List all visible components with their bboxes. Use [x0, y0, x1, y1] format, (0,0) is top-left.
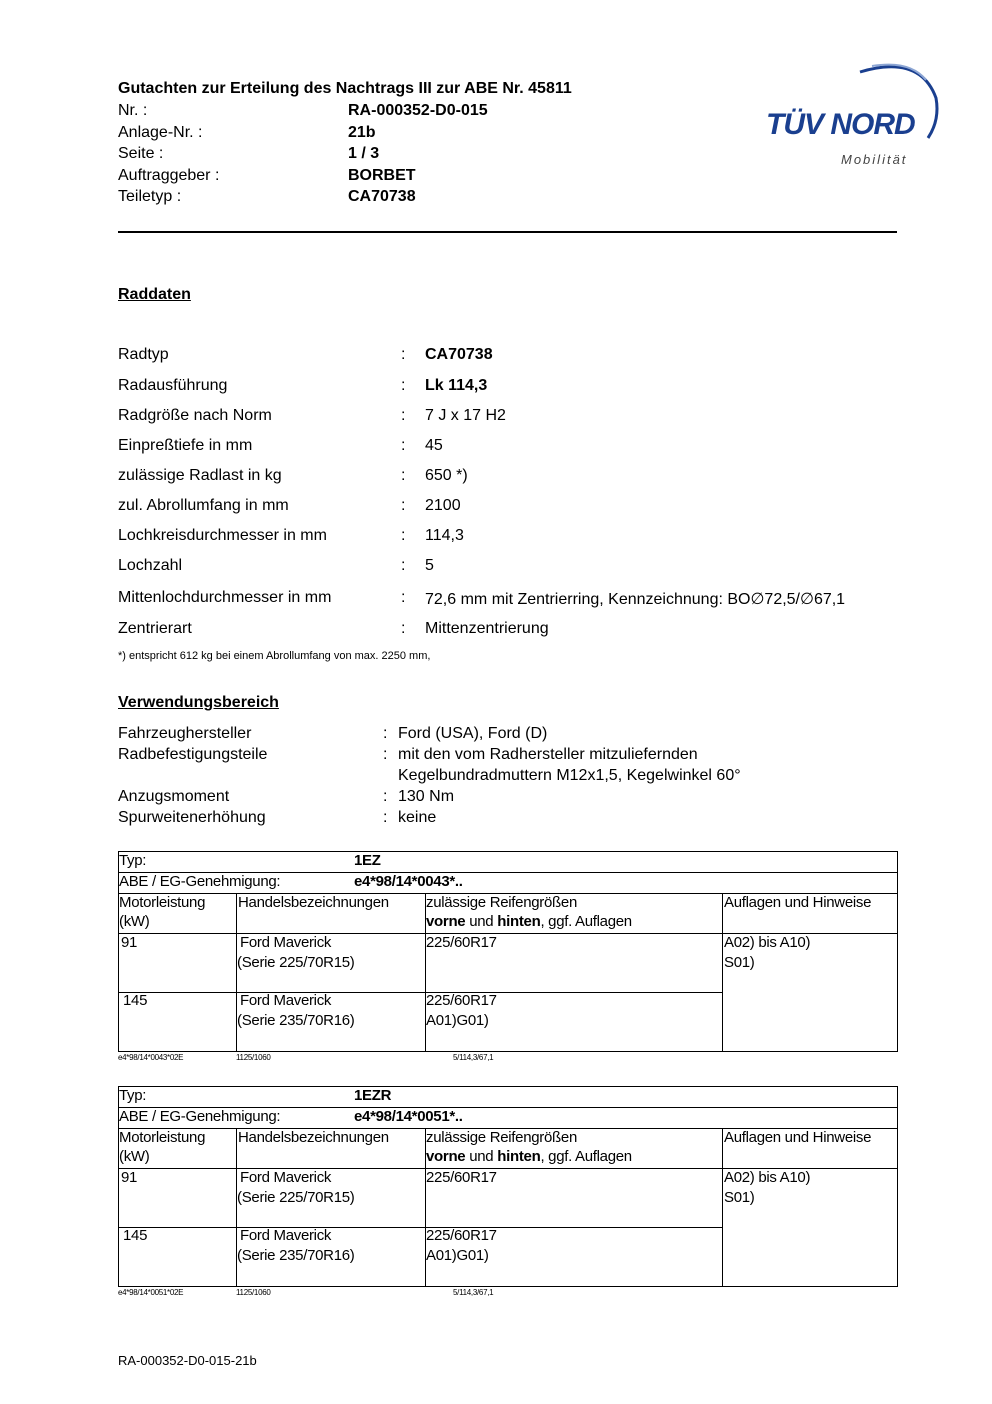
raddaten-value: 7 J x 17 H2 [425, 407, 506, 424]
auflagen-suffix: , ggf. Auflagen [540, 913, 632, 930]
abe-value: e4*98/14*0043*.. [354, 873, 463, 890]
separator: : [401, 467, 406, 484]
auflagen-cell: S01) [724, 1189, 755, 1206]
raddaten-value: 2100 [425, 497, 461, 514]
auflagen-cell: S01) [724, 954, 755, 971]
raddaten-label: Radtyp [118, 346, 169, 363]
table-border [897, 1086, 898, 1286]
table-foot-code: e4*98/14*0043*02E [118, 1053, 184, 1062]
auflagen-cell: A02) bis A10) [724, 1169, 811, 1186]
separator: : [401, 557, 406, 574]
col-header-reifen-sub [426, 913, 632, 930]
page-footer: RA-000352-D0-015-21b [118, 1353, 257, 1368]
kw-cell: 91 [121, 1169, 138, 1186]
separator: : [401, 589, 406, 606]
verwendung-value: keine [398, 809, 437, 826]
raddaten-footnote: *) entspricht 612 kg bei einem Abrollumfang von max. 2250 mm, [118, 650, 431, 662]
raddaten-value: Lk 114,3 [425, 377, 488, 394]
tire-size: 225/60R17 [426, 1227, 497, 1244]
kw-cell: 91 [121, 934, 138, 951]
raddaten-value: 72,6 mm mit Zentrierring, Kennzeichnung: BO∅72,5/∅67,1 [425, 591, 846, 608]
typ-value: 1EZR [354, 1087, 392, 1104]
raddaten-label: Einpreßtiefe in mm [118, 437, 253, 454]
header-label: Auftraggeber : [118, 167, 220, 184]
vehicle-table-1EZ [118, 851, 898, 1066]
document-title: Gutachten zur Erteilung des Nachtrags III zur ABE Nr. 45811 [118, 80, 572, 97]
vehicle-table-1EZR [118, 1086, 898, 1301]
col-header-auflagen: Auflagen und Hinweise [724, 894, 872, 911]
separator: : [383, 788, 388, 805]
logo-subtitle: Mobilität [841, 152, 908, 167]
tire-size: 225/60R17 [426, 992, 497, 1009]
separator: : [401, 437, 406, 454]
raddaten-value: 114,3 [425, 527, 464, 544]
vorne-text: vorne [426, 913, 466, 930]
col-header-reifen: zulässige Reifengrößen [426, 1129, 577, 1146]
raddaten-value: Mittenzentrierung [425, 620, 549, 637]
header-field-anlage [118, 124, 376, 142]
raddaten-label: Lochkreisdurchmesser in mm [118, 527, 327, 544]
typ-value: 1EZ [354, 852, 381, 869]
vehicle-name: Ford Maverick [240, 934, 332, 951]
verwendung-label: Spurweitenerhöhung [118, 809, 266, 826]
separator: : [401, 527, 406, 544]
kw-cell: 145 [123, 1227, 148, 1244]
col-header-motor-unit: (kW) [119, 913, 150, 930]
vehicle-series: (Serie 225/70R15) [237, 954, 355, 971]
raddaten-value: 5 [425, 557, 434, 574]
table-border [118, 1086, 898, 1087]
vehicle-series: (Serie 225/70R15) [237, 1189, 355, 1206]
separator: : [401, 620, 406, 637]
table-foot-code: e4*98/14*0051*02E [118, 1288, 184, 1297]
vehicle-name: Ford Maverick [240, 1169, 332, 1186]
typ-label: Typ: [119, 1087, 147, 1104]
table-border [118, 1051, 898, 1052]
abe-label: ABE / EG-Genehmigung: [119, 1108, 281, 1125]
hinten-text: hinten [497, 1148, 541, 1165]
header-divider [118, 231, 897, 233]
table-border [722, 1128, 723, 1286]
vehicle-series: (Serie 235/70R16) [237, 1012, 355, 1029]
table-foot-bolt: 5/114,3/67,1 [453, 1288, 494, 1297]
raddaten-value: CA70738 [425, 346, 493, 363]
tire-notes: A01)G01) [426, 1012, 489, 1029]
col-header-motor-unit: (kW) [119, 1148, 150, 1165]
header-value: 1 / 3 [348, 145, 380, 162]
raddaten-label: zulässige Radlast in kg [118, 467, 282, 484]
table-border [118, 1227, 722, 1228]
col-header-reifen-sub [426, 1148, 632, 1165]
table-foot-bolt: 5/114,3/67,1 [453, 1053, 494, 1062]
verwendung-label: Radbefestigungsteile [118, 746, 268, 763]
abe-label: ABE / EG-Genehmigung: [119, 873, 281, 890]
header-field-teiletyp [118, 188, 416, 206]
raddaten-value: 45 [425, 437, 443, 454]
table-border [118, 851, 898, 852]
header-value: 21b [348, 124, 376, 141]
header-label: Teiletyp : [118, 188, 182, 205]
header-field-seite [118, 145, 379, 163]
logo-brand: TÜV NORD [766, 108, 915, 141]
separator: : [401, 377, 406, 394]
table-border [118, 992, 722, 993]
typ-label: Typ: [119, 852, 147, 869]
col-header-handel: Handelsbezeichnungen [238, 1129, 389, 1146]
col-header-motor: Motorleistung [119, 1129, 206, 1146]
raddaten-label: Zentrierart [118, 620, 192, 637]
separator: : [401, 497, 406, 514]
verwendung-value: Ford (USA), Ford (D) [398, 725, 548, 742]
raddaten-label: Radgröße nach Norm [118, 407, 272, 424]
header-value: CA70738 [348, 188, 416, 205]
raddaten-label: Lochzahl [118, 557, 183, 574]
verwendung-label: Anzugsmoment [118, 788, 230, 805]
auflagen-cell: A02) bis A10) [724, 934, 811, 951]
header-label: Nr. : [118, 102, 148, 119]
verwendung-value: 130 Nm [398, 788, 455, 805]
verwendung-value: mit den vom Radhersteller mitzuliefernden [398, 746, 698, 763]
header-value: BORBET [348, 167, 416, 184]
abe-value: e4*98/14*0051*.. [354, 1108, 463, 1125]
section-heading-verwendungsbereich: Verwendungsbereich [118, 694, 279, 711]
verwendung-label: Fahrzeughersteller [118, 725, 252, 742]
header-label: Seite : [118, 145, 164, 162]
separator: : [383, 746, 388, 763]
kw-cell: 145 [123, 992, 148, 1009]
tire-size: 225/60R17 [426, 1169, 497, 1186]
hinten-text: hinten [497, 913, 541, 930]
section-heading-raddaten: Raddaten [118, 286, 191, 303]
col-header-handel: Handelsbezeichnungen [238, 894, 389, 911]
table-border [722, 893, 723, 1051]
raddaten-label: Radausführung [118, 377, 228, 394]
auflagen-suffix: , ggf. Auflagen [540, 1148, 632, 1165]
und-text: und [465, 1148, 498, 1165]
table-border [118, 1286, 898, 1287]
header-value: RA-000352-D0-015 [348, 102, 488, 119]
header-label: Anlage-Nr. : [118, 124, 203, 141]
header-field-nr [118, 102, 488, 120]
separator: : [383, 725, 388, 742]
col-header-reifen: zulässige Reifengrößen [426, 894, 577, 911]
separator: : [401, 346, 406, 363]
col-header-auflagen: Auflagen und Hinweise [724, 1129, 872, 1146]
header-field-auftraggeber [118, 167, 416, 185]
tire-notes: A01)G01) [426, 1247, 489, 1264]
und-text: und [465, 913, 498, 930]
col-header-motor: Motorleistung [119, 894, 206, 911]
table-foot-load: 1125/1060 [236, 1288, 271, 1297]
separator: : [383, 809, 388, 826]
vehicle-name: Ford Maverick [240, 992, 332, 1009]
table-border [897, 851, 898, 1051]
verwendung-value: Kegelbundradmuttern M12x1,5, Kegelwinkel 60° [398, 767, 741, 784]
table-foot-load: 1125/1060 [236, 1053, 271, 1062]
separator: : [401, 407, 406, 424]
raddaten-value: 650 *) [425, 467, 468, 484]
vorne-text: vorne [426, 1148, 466, 1165]
raddaten-label: zul. Abrollumfang in mm [118, 497, 289, 514]
vehicle-name: Ford Maverick [240, 1227, 332, 1244]
tire-size: 225/60R17 [426, 934, 497, 951]
raddaten-label: Mittenlochdurchmesser in mm [118, 589, 332, 606]
tuv-nord-logo [760, 58, 940, 178]
vehicle-series: (Serie 235/70R16) [237, 1247, 355, 1264]
